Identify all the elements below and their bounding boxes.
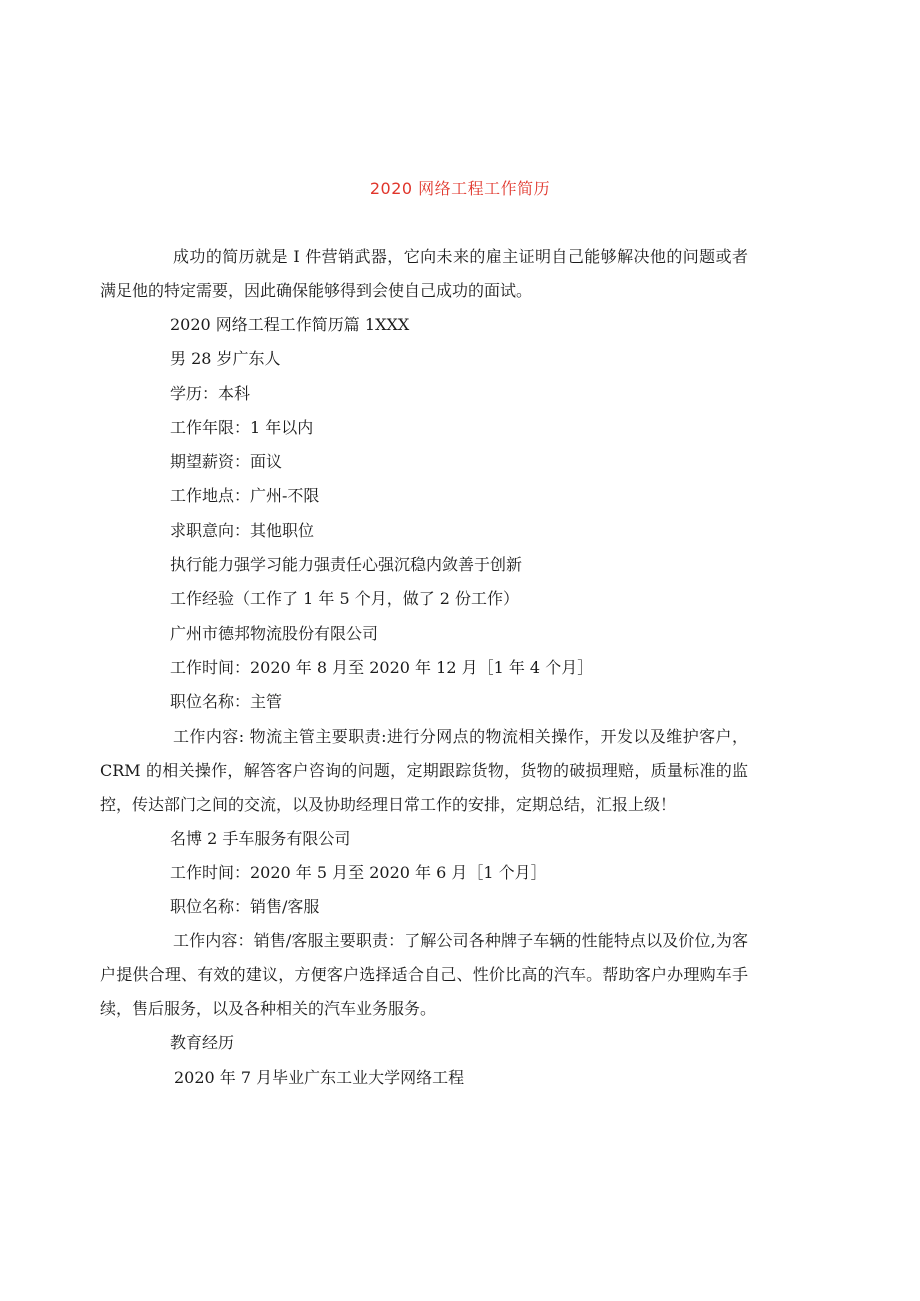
- company-2-duties: 工作内容：销售/客服主要职责：了解公司各种牌子车辆的性能特点以及价位,为客户提供合理、有效的建议，方便客户选择适合自己、性价比高的汽车。帮助客户办理购车手续，售后服务，以及各种相关的汽车业务服务。: [100, 931, 748, 1019]
- document-title: 2020 网络工程工作简历: [369, 179, 551, 198]
- job-intention-line: 求职意向：其他职位: [170, 520, 315, 540]
- intro-paragraph: 成功的简历就是 I 件营销武器，它向未来的雇主证明自己能够解决他的问题或者满足他的特定需要，因此确保能够得到会使自己成功的面试。: [100, 247, 748, 300]
- education-detail-line: 2020 年 7 月毕业广东工业大学网络工程: [174, 1067, 465, 1087]
- company-1-name: 广州市德邦物流股份有限公司: [170, 623, 379, 643]
- work-location-line: 工作地点：广州-不限: [170, 486, 320, 506]
- document-body: [100, 240, 810, 1095]
- work-experience-summary-line: 工作经验（工作了 1 年 5 个月，做了 2 份工作）: [170, 589, 520, 609]
- company-1-duties: 工作内容: 物流主管主要职责:进行分网点的物流相关操作，开发以及维护客户，CRM 的相关操作，解答客户咨询的问题，定期跟踪货物，货物的破损理赔，质量标准的监控，传达部门之间的交流，以及协助经理日常工作的安排，定期总结，汇报上级！: [100, 726, 748, 814]
- resume-heading-line: 2020 网络工程工作简历篇 1XXX: [170, 315, 410, 334]
- company-2-period: 工作时间：2020 年 5 月至 2020 年 6 月［1 个月］: [170, 862, 547, 882]
- work-years-line: 工作年限：1 年以内: [170, 417, 314, 437]
- education-heading: 教育经历: [170, 1033, 235, 1053]
- company-1-position: 职位名称：主管: [170, 692, 283, 712]
- company-1-period: 工作时间：2020 年 8 月至 2020 年 12 月［1 年 4 个月］: [170, 657, 594, 677]
- company-2-position: 职位名称：销售/客服: [170, 897, 320, 917]
- expected-salary-line: 期望薪资：面议: [170, 452, 283, 472]
- education-level-line: 学历：本科: [170, 383, 251, 403]
- personal-info-line: 男 28 岁广东人: [170, 349, 281, 369]
- strengths-line: 执行能力强学习能力强责任心强沉稳内敛善于创新: [170, 555, 523, 575]
- company-2-name: 名博 2 手车服务有限公司: [170, 828, 351, 848]
